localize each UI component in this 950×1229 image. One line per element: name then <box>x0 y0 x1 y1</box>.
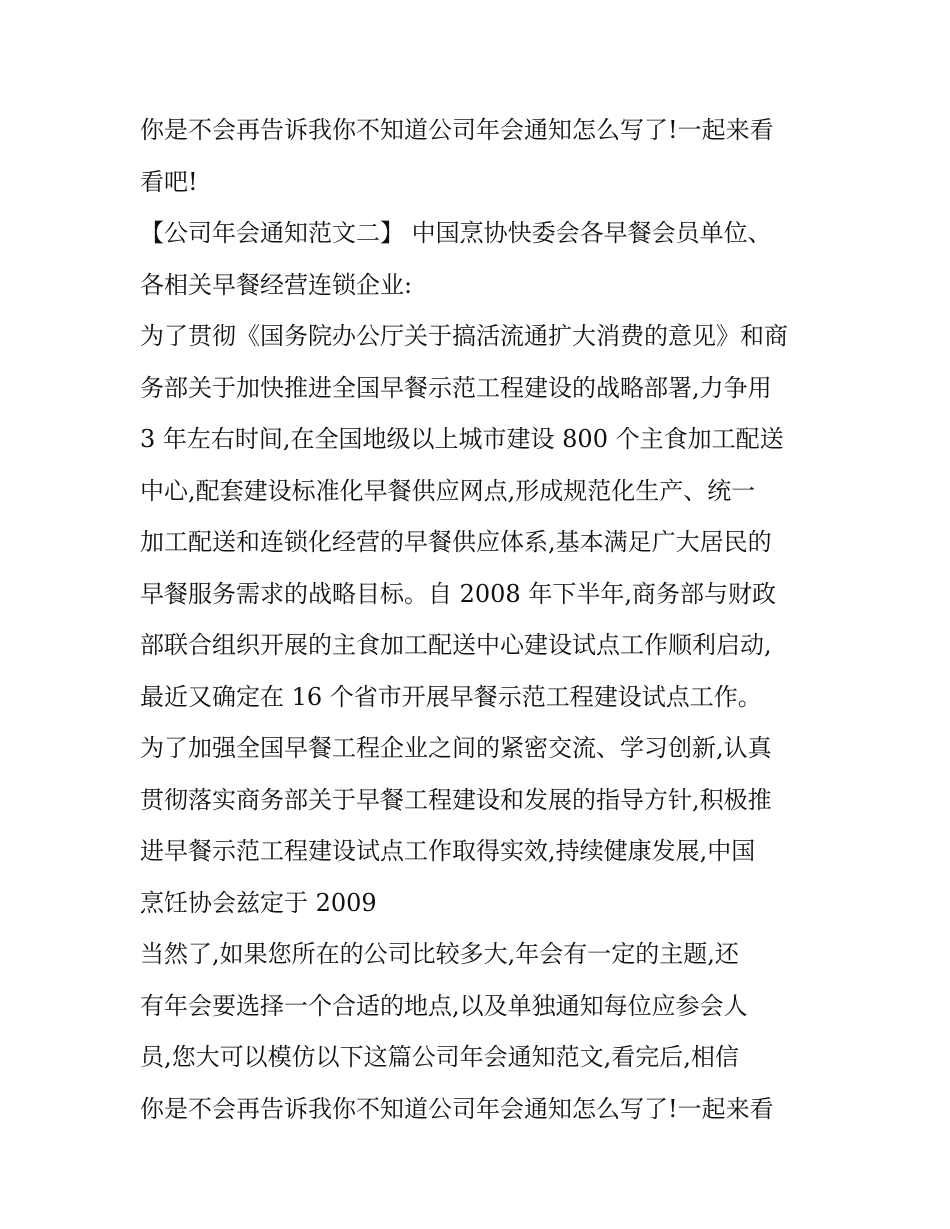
text-line: 当然了,如果您所在的公司比较多大,年会有一定的主题,还 <box>140 940 739 968</box>
text-line: 贯彻落实商务部关于早餐工程建设和发展的指导方针,积极推 <box>140 785 772 814</box>
text-line: 烹饪协会兹定于 2009 <box>140 888 377 917</box>
text-line: 部联合组织开展的主食加工配送中心建设试点工作顺利启动, <box>140 631 772 659</box>
text-line: 最近又确定在 16 个省市开展早餐示范工程建设试点工作。 <box>140 682 762 711</box>
text-line: 看吧! <box>140 167 198 196</box>
text-line: 中心,配套建设标准化早餐供应网点,形成规范化生产、统一 <box>140 476 756 505</box>
text-line: 你是不会再告诉我你不知道公司年会通知怎么写了!一起来看 <box>140 116 774 144</box>
text-line: 你是不会再告诉我你不知道公司年会通知怎么写了!一起来看 <box>140 1094 774 1123</box>
text-line: 各相关早餐经营连锁企业: <box>140 270 413 299</box>
document-body <box>140 105 820 1135</box>
text-line: 务部关于加快推进全国早餐示范工程建设的战略部署,力争用 <box>140 373 772 402</box>
text-line: 【公司年会通知范文二】 中国烹协快委会各早餐会员单位、 <box>140 219 772 247</box>
text-line: 加工配送和连锁化经营的早餐供应体系,基本满足广大居民的 <box>140 528 772 556</box>
text-line: 进早餐示范工程建设试点工作取得实效,持续健康发展,中国 <box>140 837 756 865</box>
text-line: 早餐服务需求的战略目标。自 2008 年下半年,商务部与财政 <box>140 579 776 608</box>
text-line: 3 年左右时间,在全国地级以上城市建设 800 个主食加工配送 <box>140 425 784 453</box>
text-line: 为了加强全国早餐工程企业之间的紧密交流、学习创新,认真 <box>140 734 772 762</box>
text-line: 为了贯彻《国务院办公厅关于搞活流通扩大消费的意见》和商 <box>140 322 788 350</box>
text-line: 员,您大可以模仿以下这篇公司年会通知范文,看完后,相信 <box>140 1043 739 1071</box>
text-line: 有年会要选择一个合适的地点,以及单独通知每位应参会人 <box>140 991 748 1020</box>
